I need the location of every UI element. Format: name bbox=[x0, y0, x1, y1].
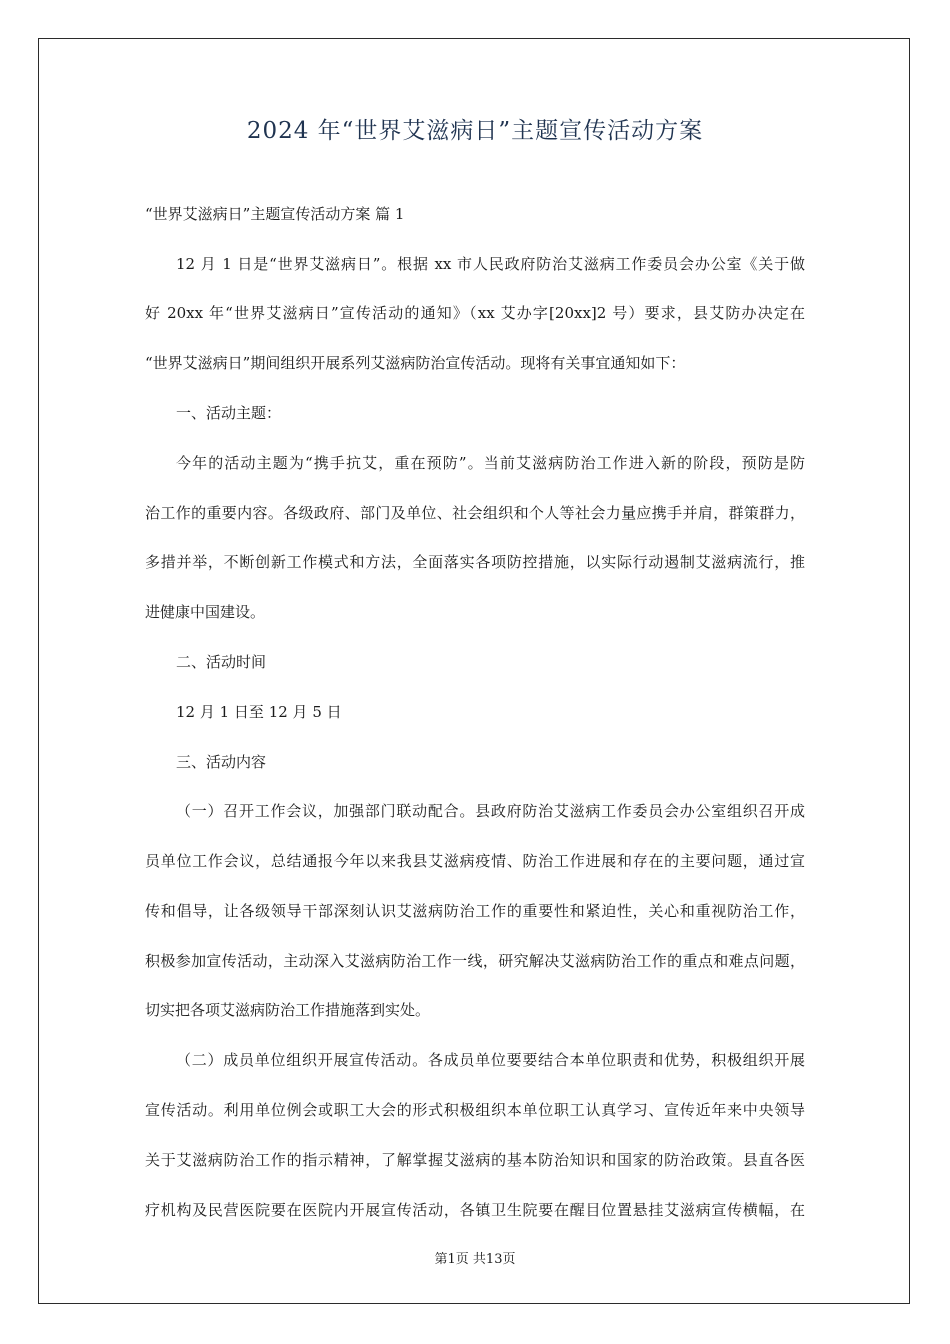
paragraph-line: 12 月 1 日至 12 月 5 日 bbox=[176, 703, 342, 721]
paragraph-line: 切实把各项艾滋病防治工作措施落到实处。 bbox=[145, 1001, 431, 1019]
paragraph-line: 疗机构及民营医院要在医院内开展宣传活动，各镇卫生院要在醒目位置悬挂艾滋病宣传横幅，在 bbox=[145, 1201, 805, 1219]
subsection-heading: 三、活动内容 bbox=[176, 753, 267, 771]
paragraph-line: 积极参加宣传活动，主动深入艾滋病防治工作一线，研究解决艾滋病防治工作的重点和难点问题， bbox=[145, 952, 805, 970]
page-number: 第1页 共13页 bbox=[434, 1252, 516, 1267]
paragraph-line: 员单位工作会议，总结通报今年以来我县艾滋病疫情、防治工作进展和存在的主要问题，通过宣 bbox=[145, 852, 805, 870]
paragraph-line: 多措并举，不断创新工作模式和方法，全面落实各项防控措施，以实际行动遏制艾滋病流行，推 bbox=[145, 553, 805, 571]
paragraph-line: 传和倡导，让各级领导干部深刻认识艾滋病防治工作的重要性和紧迫性，关心和重视防治工作， bbox=[145, 902, 805, 920]
paragraph-line: 关于艾滋病防治工作的指示精神，了解掌握艾滋病的基本防治知识和国家的防治政策。县直各医 bbox=[145, 1151, 805, 1169]
paragraph-line: 今年的活动主题为“携手抗艾，重在预防”。当前艾滋病防治工作进入新的阶段，预防是防 bbox=[176, 454, 805, 472]
paragraph-line: 宣传活动。利用单位例会或职工大会的形式积极组织本单位职工认真学习、宣传近年来中央领导 bbox=[145, 1101, 805, 1119]
document-title: 2024 年“世界艾滋病日”主题宣传活动方案 bbox=[246, 118, 704, 144]
paragraph-line: 治工作的重要内容。各级政府、部门及单位、社会组织和个人等社会力量应携手并肩，群策群力， bbox=[145, 504, 805, 522]
subsection-heading: 一、活动主题： bbox=[176, 404, 282, 422]
paragraph-line: “世界艾滋病日”期间组织开展系列艾滋病防治宣传活动。现将有关事宜通知如下： bbox=[145, 354, 686, 372]
paragraph-line: 12 月 1 日是“世界艾滋病日”。根据 xx 市人民政府防治艾滋病工作委员会办公室《关于做 bbox=[176, 255, 805, 273]
paragraph-line: （二）成员单位组织开展宣传活动。各成员单位要要结合本单位职责和优势，积极组织开展 bbox=[176, 1051, 805, 1069]
paragraph-line: 好 20xx 年“世界艾滋病日”宣传活动的通知》（xx 艾办字[20xx]2 号）要求，县艾防办决定在 bbox=[145, 304, 805, 322]
subsection-heading: 二、活动时间 bbox=[176, 653, 267, 671]
section-heading: “世界艾滋病日”主题宣传活动方案 篇 1 bbox=[145, 205, 405, 223]
paragraph-line: 进健康中国建设。 bbox=[145, 603, 266, 621]
paragraph-line: （一）召开工作会议，加强部门联动配合。县政府防治艾滋病工作委员会办公室组织召开成 bbox=[176, 802, 805, 820]
